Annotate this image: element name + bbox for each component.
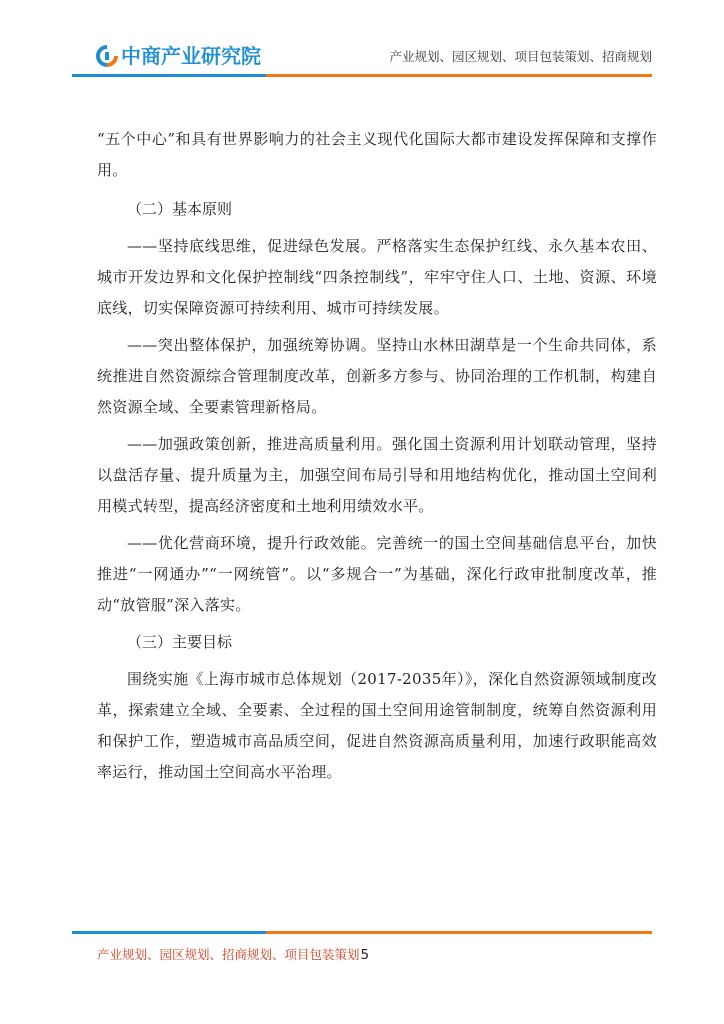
document-body xyxy=(97,124,657,788)
brand-logo xyxy=(96,44,261,68)
footer-rule-blue xyxy=(72,931,266,934)
section-heading-basic-principles: （二）基本原则 xyxy=(127,200,233,218)
paragraph-continuation: “五个中心”和具有世界影响力的社会主义现代化国际大都市建设发挥保障和支撑作用。 xyxy=(97,130,657,179)
header-rule-blue xyxy=(72,74,266,77)
logo-mark-icon xyxy=(96,45,118,67)
paragraph-business-environment: ——优化营商环境，提升行政效能。完善统一的国土空间基础信息平台，加快推进“一网通办”“一网统管”。以“多规合一”为基础，深化行政审批制度改革，推动“放管服”深入落实。 xyxy=(97,534,657,614)
paragraph-main-goals: 围绕实施《上海市城市总体规划（2017-2035年）》，深化自然资源领域制度改革，探索建立全域、全要素、全过程的国土空间用途管制制度，统筹自然资源利用和保护工作，塑造城市高品质空间，促进自然资源高质量利用，加速行政职能高效率运行，推动国土空间高水平治理。 xyxy=(97,670,657,781)
footer-rule-orange xyxy=(266,931,652,934)
paragraph-overall-protection: ——突出整体保护，加强统筹协调。坚持山水林田湖草是一个生命共同体，系统推进自然资源综合管理制度改革，创新多方参与、协同治理的工作机制，构建自然资源全域、全要素管理新格局。 xyxy=(97,336,657,416)
header-tagline: 产业规划、园区规划、项目包装策划、招商规划 xyxy=(389,49,652,64)
paragraph-bottom-line: ——坚持底线思维，促进绿色发展。严格落实生态保护红线、永久基本农田、城市开发边界和文化保护控制线“四条控制线”，牢牢守住人口、土地、资源、环境底线，切实保障资源可持续利用、城市可持续发展。 xyxy=(97,237,657,317)
paragraph-policy-innovation: ——加强政策创新，推进高质量利用。强化国土资源利用计划联动管理，坚持以盘活存量、提升质量为主，加强空间布局引导和用地结构优化，推动国土空间利用模式转型，提高经济密度和土地利用绩效水平。 xyxy=(97,435,657,515)
section-heading-main-goals: （三）主要目标 xyxy=(127,633,233,651)
header-rule-orange xyxy=(266,74,652,77)
footer-tagline: 产业规划、园区规划、招商规划、项目包装策划 xyxy=(97,947,360,962)
page-number: 5 xyxy=(360,947,370,963)
page-footer xyxy=(97,946,369,964)
logo-text: 中商产业研究院 xyxy=(121,44,261,68)
